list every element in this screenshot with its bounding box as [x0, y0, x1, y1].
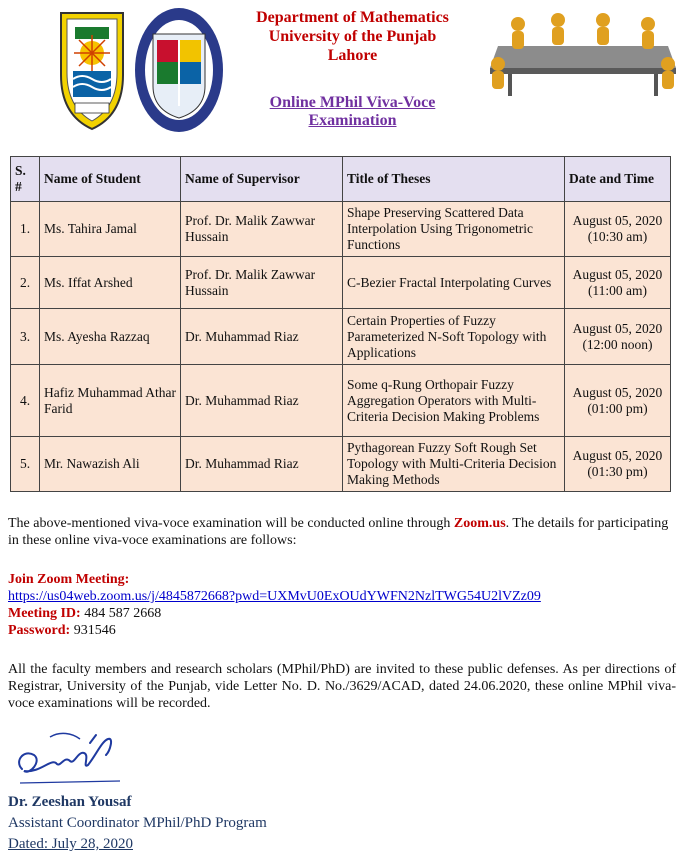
signatory-role: Assistant Coordinator MPhil/PhD Program [8, 815, 267, 831]
cell-sno: 5. [11, 437, 40, 492]
time-text: (01:00 pm) [587, 400, 648, 416]
cell-date [565, 202, 671, 257]
subtitle-line-2: Examination [308, 112, 397, 129]
cell-date [565, 365, 671, 437]
table-row [11, 257, 671, 309]
heading-line-university: University of the Punjab [268, 28, 437, 45]
time-text: (11:00 am) [587, 282, 648, 298]
zoom-meeting-link[interactable]: https://us04web.zoom.us/j/4845872668?pwd=UXMvU0ExOUdYWFN2NzlTWG54U2lVZz09 [8, 589, 541, 604]
time-text: (10:30 am) [587, 229, 648, 244]
table-row [11, 437, 671, 492]
cell-title: C-Bezier Fractal Interpolating Curves [343, 257, 565, 309]
exam-subtitle [225, 94, 480, 130]
header-title: Title of Theses [343, 157, 565, 202]
meeting-id-value: 484 587 2668 [84, 606, 162, 621]
cell-date [565, 437, 671, 492]
join-zoom-label: Join Zoom Meeting: [8, 572, 130, 587]
cell-supervisor: Prof. Dr. Malik Zawwar Hussain [181, 257, 343, 309]
cell-supervisor: Prof. Dr. Malik Zawwar Hussain [181, 202, 343, 257]
cell-student: Mr. Nawazish Ali [40, 437, 181, 492]
header-date: Date and Time [565, 157, 671, 202]
header-sno: S. # [11, 157, 40, 202]
cell-title: Some q-Rung Orthopair Fuzzy Aggregation Operators with Multi-Criteria Decision Making Problems [343, 365, 565, 437]
date-text: August 05, 2020 [572, 320, 663, 336]
date-text: August 05, 2020 [572, 448, 663, 463]
time-text: (01:30 pm) [587, 464, 648, 479]
department-heading [225, 8, 480, 65]
meeting-id-line [8, 605, 676, 622]
cell-student: Ms. Tahira Jamal [40, 202, 181, 257]
department-seal-logo [133, 6, 225, 134]
subtitle-line-1: Online MPhil Viva-Voce [269, 94, 436, 111]
cell-supervisor: Dr. Muhammad Riaz [181, 309, 343, 365]
zoom-details [8, 571, 676, 639]
cell-sno: 2. [11, 257, 40, 309]
password-value: 931546 [73, 623, 116, 638]
table-row [11, 202, 671, 257]
cell-date [565, 309, 671, 365]
cell-title: Pythagorean Fuzzy Soft Rough Set Topology with Multi-Criteria Decision Making Methods [343, 437, 565, 492]
zoom-name: Zoom.us [453, 516, 506, 531]
table-row [11, 365, 671, 437]
cell-student: Ms. Iffat Arshed [40, 257, 181, 309]
intro-paragraph [8, 515, 676, 549]
intro-text: The above-mentioned viva-voce examination will be conducted online through [8, 516, 454, 531]
header-supervisor: Name of Supervisor [181, 157, 343, 202]
cell-date [565, 257, 671, 309]
cell-student: Ms. Ayesha Razzaq [40, 309, 181, 365]
table-header-row [11, 157, 671, 202]
cell-title: Shape Preserving Scattered Data Interpolation Using Trigonometric Functions [343, 202, 565, 257]
university-crest-logo [51, 5, 133, 133]
time-text: (12:00 noon) [582, 336, 653, 352]
meeting-illustration [478, 6, 683, 101]
letterhead [0, 0, 700, 150]
meeting-id-label: Meeting ID: [8, 606, 81, 621]
cell-sno: 3. [11, 309, 40, 365]
table-row [11, 309, 671, 365]
password-label: Password: [8, 623, 71, 638]
viva-schedule-table [10, 156, 671, 492]
heading-line-department: Department of Mathematics [256, 9, 449, 26]
cell-student: Hafiz Muhammad Athar Farid [40, 365, 181, 437]
date-text: August 05, 2020 [572, 213, 663, 228]
document-date: Dated: July 28, 2020 [8, 836, 133, 852]
intro-text-end: . The details for participating in these online viva-voce examinations are follows: [8, 516, 669, 548]
cell-supervisor: Dr. Muhammad Riaz [181, 437, 343, 492]
date-text: August 05, 2020 [572, 384, 663, 400]
cell-sno: 4. [11, 365, 40, 437]
signatory-name: Dr. Zeeshan Yousaf [8, 794, 132, 810]
handwritten-signature [10, 725, 125, 790]
cell-sno: 1. [11, 202, 40, 257]
heading-line-city: Lahore [327, 47, 378, 64]
date-text: August 05, 2020 [572, 266, 663, 282]
closing-paragraph: All the faculty members and research scholars (MPhil/PhD) are invited to these public defenses. As per directions of Registrar, University of the Punjab, vide Letter No. D. No./3629/ACAD, dated 24.06.2020, these online MPhil viva-voce examinations will be recorded. [8, 662, 676, 711]
cell-supervisor: Dr. Muhammad Riaz [181, 365, 343, 437]
header-student: Name of Student [40, 157, 181, 202]
cell-title: Certain Properties of Fuzzy Parameterized N-Soft Topology with Applications [343, 309, 565, 365]
password-line [8, 622, 676, 639]
